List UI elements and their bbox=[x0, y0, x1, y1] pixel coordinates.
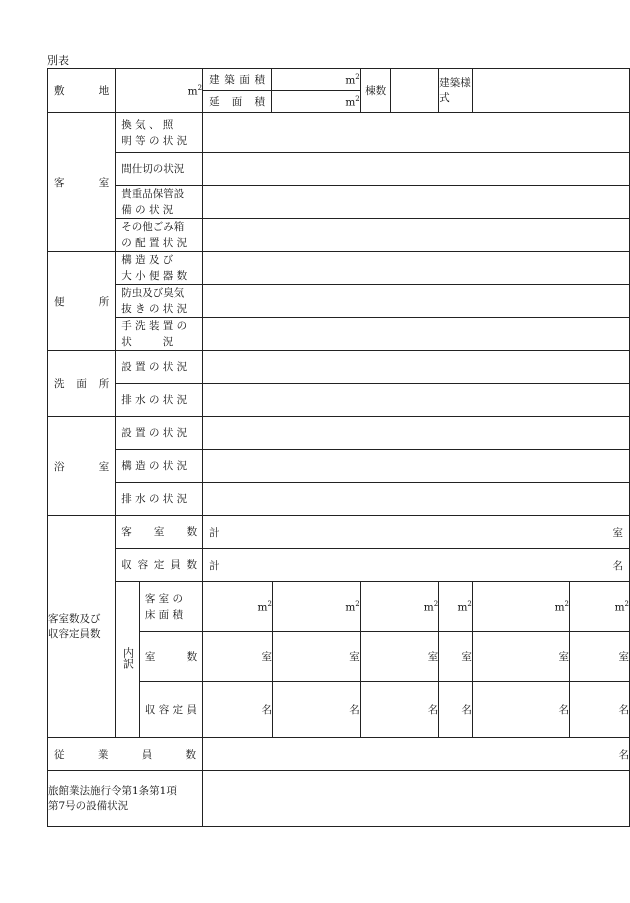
breakdown-capacity-cell[interactable]: 名 bbox=[360, 682, 438, 738]
toilet-row-1 bbox=[48, 252, 630, 285]
guest-room-row-3 bbox=[48, 186, 630, 219]
equipment-value[interactable] bbox=[203, 771, 630, 827]
washroom-item: 排 水 の 状 況 bbox=[116, 384, 203, 417]
bathroom-item: 構 造 の 状 況 bbox=[116, 450, 203, 483]
bathroom-value[interactable] bbox=[203, 483, 630, 516]
breakdown-capacity-cell[interactable]: 名 bbox=[439, 682, 473, 738]
breakdown-floor-area-cell[interactable]: $m^2$ bbox=[439, 582, 473, 632]
header-row-1 bbox=[48, 69, 630, 91]
toilet-label: 便 所 bbox=[48, 252, 116, 351]
breakdown-capacity-cell[interactable]: 名 bbox=[570, 682, 630, 738]
guest-room-item: 間仕切の状況 bbox=[116, 153, 203, 186]
capacity-count-total[interactable]: 計 名 bbox=[203, 549, 630, 582]
room-count-label: 客 室 数 bbox=[116, 516, 203, 549]
guest-room-value[interactable] bbox=[203, 113, 630, 153]
washroom-row-2 bbox=[48, 384, 630, 417]
bathroom-value[interactable] bbox=[203, 450, 630, 483]
guest-room-value[interactable] bbox=[203, 153, 630, 186]
breakdown-capacity-label: 収 容 定 員 bbox=[139, 682, 202, 738]
breakdown-rooms-cell[interactable]: 室 bbox=[203, 632, 273, 682]
breakdown-rooms-cell[interactable]: 室 bbox=[272, 632, 360, 682]
bathroom-row-1 bbox=[48, 417, 630, 450]
breakdown-rooms-cell[interactable]: 室 bbox=[439, 632, 473, 682]
capacity-label: 客室数及び 収容定員数 bbox=[48, 516, 116, 738]
site-label: 敷 地 bbox=[48, 69, 116, 113]
room-count-row bbox=[48, 516, 630, 549]
guest-room-label: 客 室 bbox=[48, 113, 116, 252]
breakdown-capacity-cell[interactable]: 名 bbox=[203, 682, 273, 738]
bathroom-label: 浴 室 bbox=[48, 417, 116, 516]
toilet-value[interactable] bbox=[203, 285, 630, 318]
guest-room-value[interactable] bbox=[203, 219, 630, 252]
equipment-label: 旅館業法施行令第1条第1項 第7号の設備状況 bbox=[48, 771, 203, 827]
guest-room-row-2 bbox=[48, 153, 630, 186]
form-caption: 別表 bbox=[47, 54, 69, 67]
employees-value[interactable]: 名 bbox=[203, 738, 630, 771]
toilet-item: 防虫及び臭気 抜 き の 状 況 bbox=[116, 285, 203, 318]
breakdown-floor-area-cell[interactable]: $m^2$ bbox=[472, 582, 569, 632]
bathroom-row-2 bbox=[48, 450, 630, 483]
guest-room-item: 換 気 、 照 明 等 の 状 況 bbox=[116, 113, 203, 153]
inspection-form-table bbox=[47, 68, 630, 827]
guest-room-row-1 bbox=[48, 113, 630, 153]
toilet-row-2 bbox=[48, 285, 630, 318]
breakdown-floor-area-cell[interactable]: $m^2$ bbox=[272, 582, 360, 632]
floor-area-label: 延 面 積 bbox=[203, 91, 272, 113]
toilet-item: 構 造 及 び 大 小 便 器 数 bbox=[116, 252, 203, 285]
breakdown-rooms-label: 室 数 bbox=[139, 632, 202, 682]
guest-room-item: 貴重品保管設 備 の 状 況 bbox=[116, 186, 203, 219]
bathroom-item: 設 置 の 状 況 bbox=[116, 417, 203, 450]
washroom-value[interactable] bbox=[203, 351, 630, 384]
employees-row bbox=[48, 738, 630, 771]
bathroom-value[interactable] bbox=[203, 417, 630, 450]
capacity-count-row bbox=[48, 549, 630, 582]
breakdown-floor-area-cell[interactable]: $m^2$ bbox=[203, 582, 273, 632]
toilet-value[interactable] bbox=[203, 252, 630, 285]
bathroom-row-3 bbox=[48, 483, 630, 516]
equipment-row bbox=[48, 771, 630, 827]
breakdown-rooms-cell[interactable]: 室 bbox=[472, 632, 569, 682]
buildings-count-label: 棟数 bbox=[360, 69, 391, 113]
breakdown-capacity-cell[interactable]: 名 bbox=[272, 682, 360, 738]
breakdown-floor-area-cell[interactable]: $m^2$ bbox=[360, 582, 438, 632]
breakdown-capacity-cell[interactable]: 名 bbox=[472, 682, 569, 738]
building-style-value[interactable] bbox=[472, 69, 629, 113]
guest-room-item: その他ごみ箱 の 配 置 状 況 bbox=[116, 219, 203, 252]
toilet-item: 手 洗 装 置 の 状 況 bbox=[116, 318, 203, 351]
washroom-row-1 bbox=[48, 351, 630, 384]
breakdown-label: 内訳 bbox=[116, 582, 140, 738]
guest-room-row-4 bbox=[48, 219, 630, 252]
employees-label: 従 業 員 数 bbox=[48, 738, 203, 771]
guest-room-value[interactable] bbox=[203, 186, 630, 219]
building-area-value: $m^2$ bbox=[272, 69, 361, 91]
washroom-item: 設 置 の 状 況 bbox=[116, 351, 203, 384]
building-area-label: 建 築 面 積 bbox=[203, 69, 272, 91]
toilet-value[interactable] bbox=[203, 318, 630, 351]
washroom-value[interactable] bbox=[203, 384, 630, 417]
bathroom-item: 排 水 の 状 況 bbox=[116, 483, 203, 516]
site-area-cell: $m^2$ bbox=[116, 69, 203, 113]
breakdown-rooms-cell[interactable]: 室 bbox=[570, 632, 630, 682]
room-count-total[interactable]: 計 室 bbox=[203, 516, 630, 549]
breakdown-rooms-cell[interactable]: 室 bbox=[360, 632, 438, 682]
toilet-row-3 bbox=[48, 318, 630, 351]
breakdown-floor-area-cell[interactable]: $m^2$ bbox=[570, 582, 630, 632]
capacity-count-label: 収 容 定 員 数 bbox=[116, 549, 203, 582]
buildings-count-value[interactable] bbox=[391, 69, 439, 113]
floor-area-value: $m^2$ bbox=[272, 91, 361, 113]
floor-area-breakdown-row bbox=[48, 582, 630, 632]
breakdown-floor-area-label: 客 室 の 床 面 積 bbox=[139, 582, 202, 632]
washroom-label: 洗 面 所 bbox=[48, 351, 116, 417]
building-style-label: 建築様式 bbox=[439, 69, 473, 113]
